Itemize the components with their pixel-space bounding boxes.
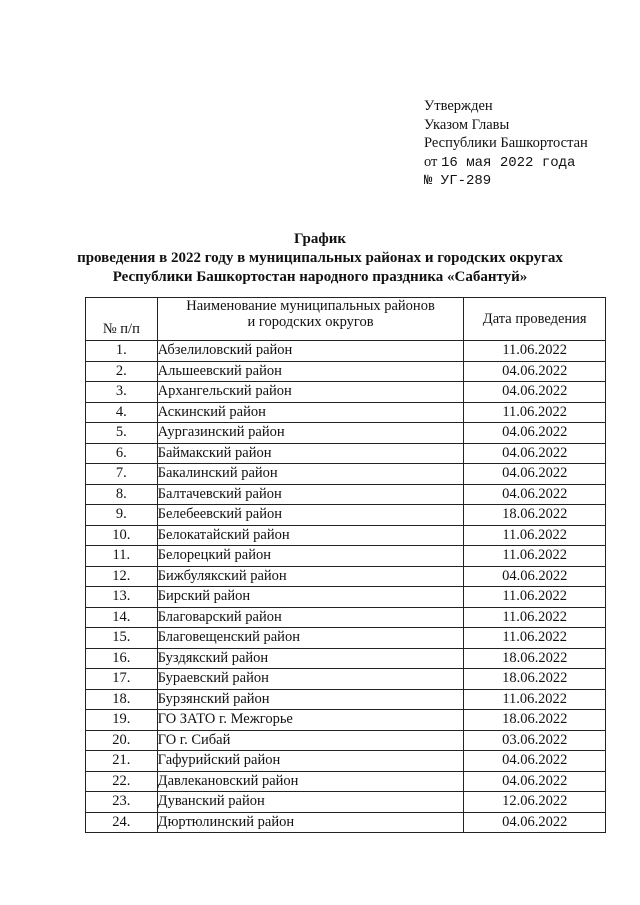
row-date: 04.06.2022 (464, 566, 606, 587)
table-row (86, 484, 606, 505)
row-number: 5. (86, 423, 158, 444)
header-name-line2: и городских округов (247, 314, 374, 330)
row-number: 4. (86, 402, 158, 423)
title-line-2: проведения в 2022 году в муниципальных районах и городских округах (77, 250, 563, 266)
row-date: 04.06.2022 (464, 423, 606, 444)
document-title (0, 230, 640, 287)
row-district-name: ГО ЗАТО г. Межгорье (157, 710, 464, 731)
approval-line-decree: Указом Главы (424, 116, 510, 133)
row-date: 03.06.2022 (464, 730, 606, 751)
row-number: 24. (86, 812, 158, 833)
table-row (86, 689, 606, 710)
row-number: 3. (86, 382, 158, 403)
table-row (86, 751, 606, 772)
row-district-name: Гафурийский район (157, 751, 464, 772)
header-date: Дата проведения (464, 298, 606, 341)
row-date: 18.06.2022 (464, 669, 606, 690)
approval-block (424, 97, 588, 191)
header-number: № п/п (86, 298, 158, 341)
row-district-name: Балтачевский район (157, 484, 464, 505)
row-number: 8. (86, 484, 158, 505)
table-row (86, 546, 606, 567)
row-district-name: Буздякский район (157, 648, 464, 669)
row-number: 21. (86, 751, 158, 772)
row-number: 13. (86, 587, 158, 608)
table-row (86, 341, 606, 362)
approval-line-republic: Республики Башкортостан (424, 135, 588, 151)
row-district-name: ГО г. Сибай (157, 730, 464, 751)
approval-date-prefix: от (424, 153, 438, 170)
row-district-name: Благоварский район (157, 607, 464, 628)
row-district-name: Аургазинский район (157, 423, 464, 444)
table-row (86, 812, 606, 833)
row-number: 1. (86, 341, 158, 362)
row-date: 12.06.2022 (464, 792, 606, 813)
row-date: 04.06.2022 (464, 464, 606, 485)
row-number: 18. (86, 689, 158, 710)
row-number: 23. (86, 792, 158, 813)
row-district-name: Баймакский район (157, 443, 464, 464)
table-row (86, 648, 606, 669)
approval-decree-number: № УГ-289 (424, 173, 492, 189)
row-number: 19. (86, 710, 158, 731)
row-date: 04.06.2022 (464, 751, 606, 772)
row-number: 20. (86, 730, 158, 751)
table-row (86, 628, 606, 649)
table-row (86, 730, 606, 751)
table-body (86, 341, 606, 833)
approval-line-approved: Утвержден (424, 98, 493, 114)
row-number: 16. (86, 648, 158, 669)
row-date: 04.06.2022 (464, 771, 606, 792)
row-date: 11.06.2022 (464, 546, 606, 567)
row-district-name: Благовещенский район (157, 628, 464, 649)
row-date: 11.06.2022 (464, 689, 606, 710)
row-district-name: Аскинский район (157, 402, 464, 423)
row-number: 6. (86, 443, 158, 464)
row-district-name: Архангельский район (157, 382, 464, 403)
row-date: 18.06.2022 (464, 710, 606, 731)
row-date: 11.06.2022 (464, 628, 606, 649)
row-date: 11.06.2022 (464, 607, 606, 628)
row-number: 17. (86, 669, 158, 690)
row-date: 04.06.2022 (464, 484, 606, 505)
row-date: 04.06.2022 (464, 382, 606, 403)
row-district-name: Белорецкий район (157, 546, 464, 567)
table-row (86, 443, 606, 464)
row-district-name: Бураевский район (157, 669, 464, 690)
row-date: 04.06.2022 (464, 443, 606, 464)
row-number: 11. (86, 546, 158, 567)
row-date: 11.06.2022 (464, 525, 606, 546)
table-row (86, 771, 606, 792)
row-district-name: Дуванский район (157, 792, 464, 813)
row-date: 04.06.2022 (464, 361, 606, 382)
header-name (157, 298, 464, 341)
table-row (86, 710, 606, 731)
table-row (86, 566, 606, 587)
row-date: 11.06.2022 (464, 587, 606, 608)
table-row (86, 423, 606, 444)
row-district-name: Давлекановский район (157, 771, 464, 792)
row-date: 18.06.2022 (464, 505, 606, 526)
table-row (86, 382, 606, 403)
row-number: 15. (86, 628, 158, 649)
row-district-name: Бирский район (157, 587, 464, 608)
row-district-name: Дюртюлинский район (157, 812, 464, 833)
row-district-name: Абзелиловский район (157, 341, 464, 362)
row-number: 14. (86, 607, 158, 628)
header-name-line1: Наименование муниципальных районов (186, 298, 435, 314)
row-date: 04.06.2022 (464, 812, 606, 833)
row-district-name: Бакалинский район (157, 464, 464, 485)
row-district-name: Альшеевский район (157, 361, 464, 382)
row-number: 12. (86, 566, 158, 587)
table-row (86, 525, 606, 546)
title-line-1: График (293, 231, 347, 247)
row-number: 10. (86, 525, 158, 546)
row-number: 22. (86, 771, 158, 792)
row-date: 18.06.2022 (464, 648, 606, 669)
table-row (86, 669, 606, 690)
table-row (86, 402, 606, 423)
row-district-name: Бурзянский район (157, 689, 464, 710)
title-line-3: Республики Башкортостан народного праздника «Сабантуй» (112, 269, 528, 285)
schedule-table (85, 297, 606, 833)
table-row (86, 587, 606, 608)
row-number: 2. (86, 361, 158, 382)
table-row (86, 361, 606, 382)
approval-line-date (424, 153, 588, 173)
row-district-name: Белебеевский район (157, 505, 464, 526)
table-row (86, 792, 606, 813)
row-number: 9. (86, 505, 158, 526)
table-row (86, 505, 606, 526)
row-date: 11.06.2022 (464, 341, 606, 362)
row-date: 11.06.2022 (464, 402, 606, 423)
approval-date: 16 мая 2022 года (441, 154, 576, 171)
table-header-row (86, 298, 606, 341)
row-district-name: Бижбулякский район (157, 566, 464, 587)
table-row (86, 464, 606, 485)
row-district-name: Белокатайский район (157, 525, 464, 546)
table-row (86, 607, 606, 628)
row-number: 7. (86, 464, 158, 485)
